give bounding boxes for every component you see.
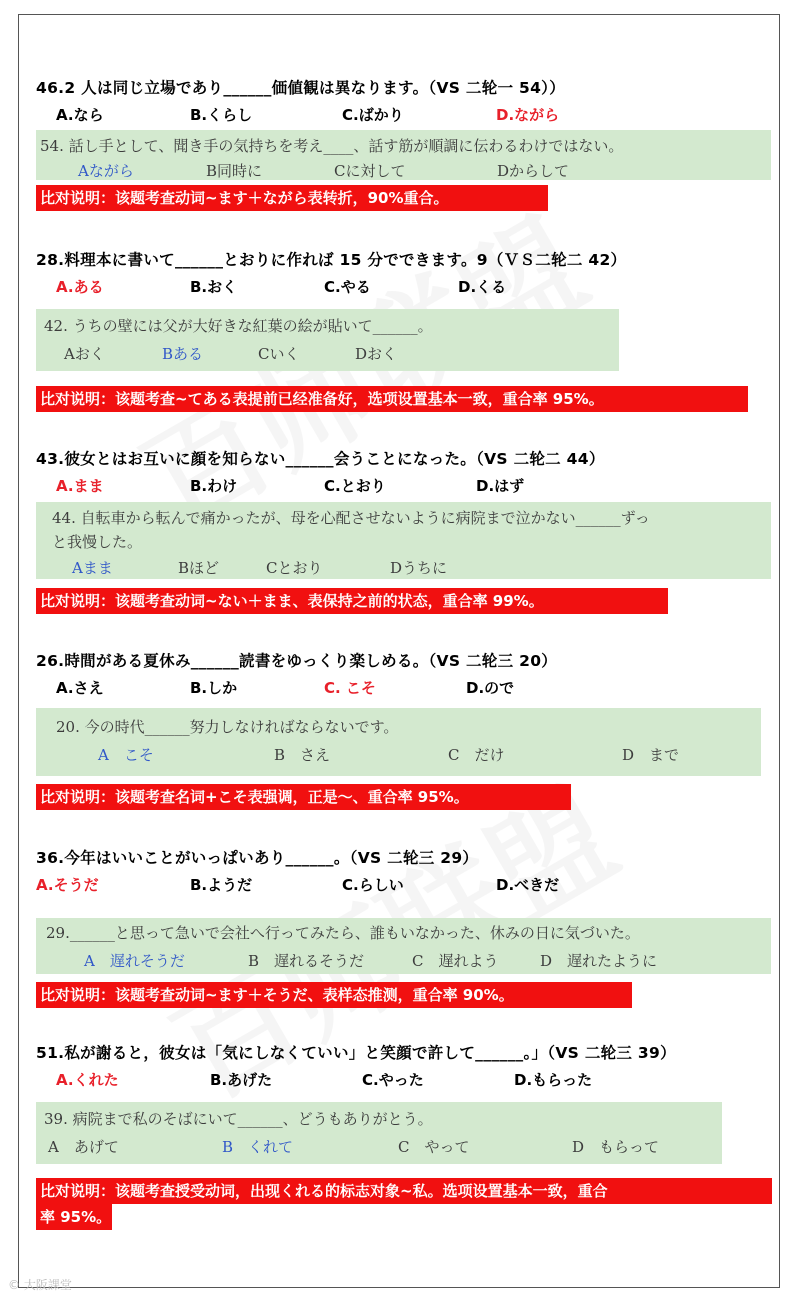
option: A.なら bbox=[56, 106, 104, 124]
reference-option: Cとおり bbox=[266, 559, 323, 577]
explanation-bar-cont bbox=[36, 1204, 112, 1230]
option: B.あげた bbox=[210, 1071, 273, 1089]
reference-option: Cいく bbox=[258, 345, 300, 363]
reference-question: 54. 話し手として、聞き手の気持ちを考え____、話す筋が順調に伝わるわけではない。 bbox=[40, 137, 624, 155]
option: A.さえ bbox=[56, 679, 104, 697]
reference-question: 39. 病院まで私のそばにいて______、どうもありがとう。 bbox=[44, 1110, 433, 1128]
explanation-bar bbox=[36, 982, 632, 1008]
reference-option: B同時に bbox=[206, 162, 263, 180]
option: B.しか bbox=[190, 679, 238, 697]
reference-question: 44. 自転車から転んで痛かったが、母を心配させないように病院まで泣かない______ずっ bbox=[52, 509, 650, 527]
reference-answer: Bある bbox=[162, 345, 204, 363]
option: D.はず bbox=[476, 477, 525, 495]
correct-option: A.まま bbox=[56, 477, 104, 495]
reference-option: Aおく bbox=[64, 345, 105, 363]
option: B.わけ bbox=[190, 477, 238, 495]
reference-option: B さえ bbox=[274, 746, 331, 764]
reference-option: A あげて bbox=[48, 1138, 119, 1156]
question-text: 43.彼女とはお互いに顔を知らない______会うことになった。（VS 二轮二 44） bbox=[36, 450, 605, 468]
explanation-label: 比对说明： bbox=[40, 390, 116, 408]
option: C.ばかり bbox=[342, 106, 404, 124]
reference-question: 42. うちの壁には父が大好きな紅葉の絵が貼いて______。 bbox=[44, 317, 433, 335]
explanation-label: 比对说明： bbox=[40, 592, 116, 610]
reference-option: D 遅れたように bbox=[540, 952, 658, 970]
explanation-bar bbox=[36, 784, 571, 810]
explanation-label: 比对说明： bbox=[40, 986, 116, 1004]
reference-answer: Aまま bbox=[72, 559, 113, 577]
explanation-text-cont: 率 95%。 bbox=[40, 1208, 112, 1226]
correct-option: C. こそ bbox=[324, 679, 376, 697]
reference-answer: A 遅れそうだ bbox=[84, 952, 185, 970]
option: C.やった bbox=[362, 1071, 424, 1089]
option: C.らしい bbox=[342, 876, 404, 894]
option: B.おく bbox=[190, 278, 238, 296]
explanation-label: 比对说明： bbox=[40, 1182, 116, 1200]
question-text: 26.時間がある夏休み______読書をゆっくり楽しめる。（VS 二轮三 20） bbox=[36, 652, 558, 670]
option: D.べきだ bbox=[496, 876, 560, 894]
question-text: 51.私が謝ると，彼女は「気にしなくていい」と笑顔で許して______。」（VS 二轮三 39） bbox=[36, 1044, 676, 1062]
reference-option: C 遅れよう bbox=[412, 952, 499, 970]
correct-option: D.ながら bbox=[496, 106, 560, 124]
option: B.くらし bbox=[190, 106, 253, 124]
explanation-label: 比对说明： bbox=[40, 788, 116, 806]
correct-option: A.くれた bbox=[56, 1071, 119, 1089]
question-text: 46.2 人は同じ立場であり______価値観は異なります。（VS 二轮一 54）） bbox=[36, 79, 566, 97]
explanation-bar bbox=[36, 588, 668, 614]
explanation-text: 该题考查授受动词，出现くれる的标志对象~私。选项设置基本一致，重合 bbox=[115, 1182, 608, 1200]
reference-option: Dからして bbox=[497, 162, 570, 180]
option: D.もらった bbox=[514, 1071, 593, 1089]
option: C.とおり bbox=[324, 477, 386, 495]
explanation-text: 该题考查动词~ない＋まま、表保持之前的状态，重合率 99%。 bbox=[115, 592, 544, 610]
explanation-text: 该题考查动词~ます＋そうだ、表样态推测，重合率 90%。 bbox=[115, 986, 514, 1004]
explanation-bar bbox=[36, 386, 748, 412]
reference-option: C やって bbox=[398, 1138, 470, 1156]
correct-option: A.ある bbox=[56, 278, 104, 296]
reference-option: D もらって bbox=[572, 1138, 660, 1156]
reference-answer: B くれて bbox=[222, 1138, 294, 1156]
footer-logo: © 大阪課堂 bbox=[8, 1278, 72, 1292]
question-text: 36.今年はいいことがいっぱいあり______。（VS 二轮三 29） bbox=[36, 849, 479, 867]
explanation-label: 比对说明： bbox=[40, 189, 116, 207]
option: B.ようだ bbox=[190, 876, 253, 894]
reference-question: 20. 今の時代______努力しなければならないです。 bbox=[56, 718, 399, 736]
reference-option: Cに対して bbox=[334, 162, 406, 180]
reference-question: 29.______と思って急いで会社へ行ってみたら、誰もいなかった、休みの日に気づいた。 bbox=[46, 924, 640, 942]
reference-option: Bほど bbox=[178, 559, 220, 577]
explanation-text: 该题考查动词~ます＋ながら表转折，90%重合。 bbox=[115, 189, 449, 207]
reference-option: Dうちに bbox=[390, 559, 448, 577]
explanation-bar bbox=[36, 185, 548, 211]
option: D.くる bbox=[458, 278, 507, 296]
reference-answer: A こそ bbox=[98, 746, 154, 764]
reference-option: C だけ bbox=[448, 746, 505, 764]
correct-option: A.そうだ bbox=[36, 876, 99, 894]
reference-option: D まで bbox=[622, 746, 680, 764]
option: C.やる bbox=[324, 278, 371, 296]
explanation-bar bbox=[36, 1178, 772, 1204]
option: D.ので bbox=[466, 679, 515, 697]
reference-option: Dおく bbox=[355, 345, 398, 363]
explanation-text: 该题考查~てある表提前已经准备好，选项设置基本一致，重合率 95%。 bbox=[115, 390, 604, 408]
question-text: 28.料理本に書いて______とおりに作れば 15 分でできます。9（ＶＳ二轮二 42） bbox=[36, 251, 627, 269]
reference-option: B 遅れるそうだ bbox=[248, 952, 365, 970]
reference-answer: Aながら bbox=[78, 162, 134, 180]
reference-question-cont: と我慢した。 bbox=[52, 533, 143, 551]
explanation-text: 该题考查名词+こそ表强调，正是～、重合率 95%。 bbox=[115, 788, 469, 806]
